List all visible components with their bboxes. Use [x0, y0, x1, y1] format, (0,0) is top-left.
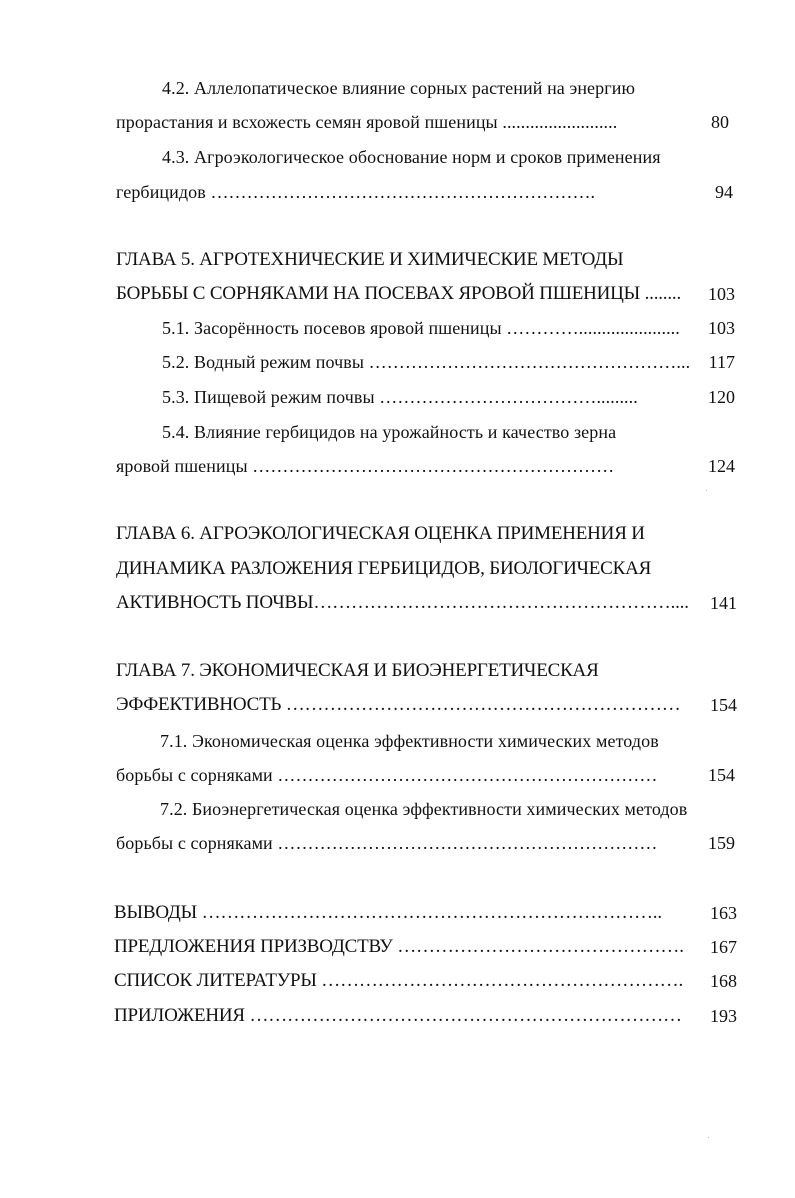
toc-page-appendices: 193	[710, 1006, 737, 1026]
toc-chapter-5-line2: БОРЬБЫ С СОРНЯКАМИ НА ПОСЕВАХ ЯРОВОЙ ПШЕНИЦЫ ........	[116, 283, 681, 304]
toc-page-4-2: 80	[711, 112, 729, 132]
toc-entry-5-1: 5.1. Засорённость посевов яровой пшеницы …………......................	[162, 318, 680, 338]
toc-chapter-7-line2: ЭФФЕКТИВНОСТЬ ………………………………………………………	[116, 694, 681, 715]
toc-chapter-6-line3: АКТИВНОСТЬ ПОЧВЫ…………………………………………………....	[116, 592, 689, 613]
toc-page-chapter-5: 103	[708, 284, 735, 304]
toc-page-5-1: 103	[708, 318, 735, 338]
toc-page-5-3: 120	[708, 387, 735, 407]
toc-chapter-7-line1: ГЛАВА 7. ЭКОНОМИЧЕСКАЯ И БИОЭНЕРГЕТИЧЕСКАЯ	[116, 660, 599, 681]
scan-speck	[708, 1137, 709, 1138]
toc-page-chapter-6: 141	[710, 593, 737, 613]
toc-page-literature: 168	[710, 971, 737, 991]
toc-entry-4-3-line1: 4.3. Агроэкологическое обоснование норм и сроков применения	[162, 147, 661, 167]
toc-entry-7-2-line2: борьбы с сорняками ………………………………………………………	[116, 833, 658, 853]
toc-entry-5-4-line1: 5.4. Влияние гербицидов на урожайность и качество зерна	[162, 422, 617, 442]
toc-literature: СПИСОК ЛИТЕРАТУРЫ ………………………………………………….	[114, 970, 684, 991]
toc-appendices: ПРИЛОЖЕНИЯ ……………………………………………………………	[114, 1005, 682, 1026]
toc-page-4-3: 94	[715, 182, 733, 202]
toc-entry-4-2-line1: 4.2. Аллелопатическое влияние сорных растений на энергию	[162, 78, 636, 98]
toc-page-5-4: 124	[708, 456, 735, 476]
toc-page-7-2: 159	[708, 833, 735, 853]
toc-entry-4-2-line2: прорастания и всхожесть семян яровой пшеницы .........................	[116, 112, 618, 132]
toc-entry-5-4-line2: яровой пшеницы ……………………………………………………	[116, 456, 615, 476]
toc-page-proposals: 167	[710, 937, 737, 957]
toc-entry-7-1-line2: борьбы с сорняками ………………………………………………………	[116, 765, 658, 785]
toc-conclusions: ВЫВОДЫ ………………………………………………………………..	[114, 902, 662, 923]
toc-page-5-2: 117	[708, 352, 735, 372]
toc-entry-4-3-line2: гербицидов ……………………………………………………….	[116, 182, 596, 202]
toc-chapter-6-line2: ДИНАМИКА РАЗЛОЖЕНИЯ ГЕРБИЦИДОВ, БИОЛОГИЧЕСКАЯ	[116, 558, 652, 579]
toc-chapter-6-line1: ГЛАВА 6. АГРОЭКОЛОГИЧЕСКАЯ ОЦЕНКА ПРИМЕНЕНИЯ И	[116, 523, 645, 544]
toc-page-chapter-7: 154	[710, 695, 737, 715]
toc-entry-5-3: 5.3. Пищевой режим почвы ……………………………….........	[162, 387, 638, 407]
toc-page-conclusions: 163	[710, 903, 737, 923]
toc-entry-7-1-line1: 7.1. Экономическая оценка эффективности химических методов	[160, 731, 659, 751]
toc-proposals: ПРЕДЛОЖЕНИЯ ПРИЗВОДСТВУ ……………………………………….	[114, 936, 684, 957]
toc-page-7-1: 154	[708, 765, 735, 785]
toc-entry-7-2-line1: 7.2. Биоэнергетическая оценка эффективности химических методов	[160, 799, 688, 819]
toc-entry-5-2: 5.2. Водный режим почвы ……………………………………………...	[162, 352, 691, 372]
scan-speck	[706, 490, 707, 491]
toc-chapter-5-line1: ГЛАВА 5. АГРОТЕХНИЧЕСКИЕ И ХИМИЧЕСКИЕ МЕТОДЫ	[116, 249, 624, 270]
